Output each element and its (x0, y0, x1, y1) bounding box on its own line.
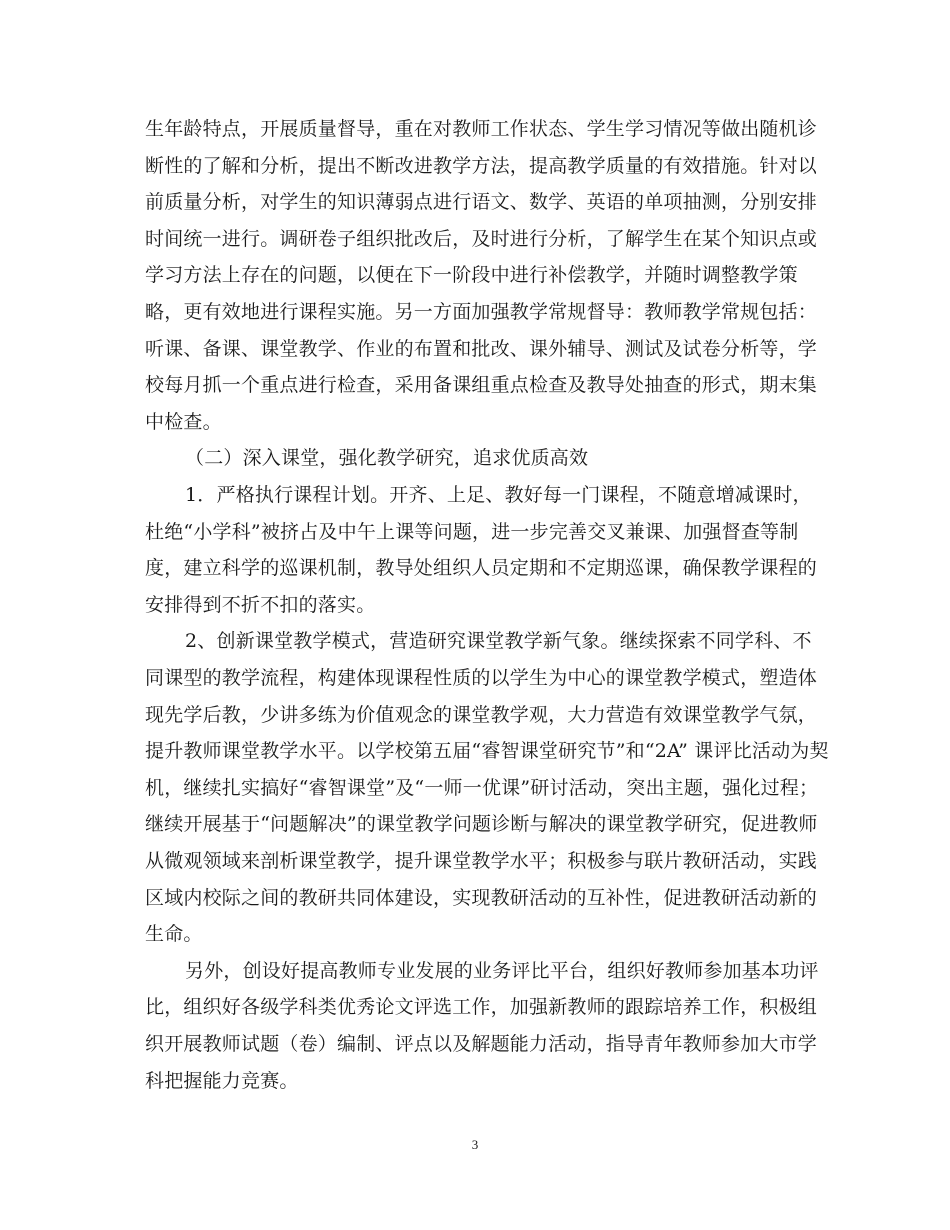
body-text-line: 区域内校际之间的教研共同体建设，实现教研活动的互补性，促进教研活动新的 (145, 887, 818, 909)
body-text-line: 同课型的教学流程，构建体现课程性质的以学生为中心的课堂教学模式，塑造体 (145, 667, 818, 689)
body-text-line: 1．严格执行课程计划。开齐、上足、教好每一门课程，不随意增减课时， (185, 484, 812, 506)
body-text-line: 现先学后教，少讲多练为价值观念的课堂教学观，大力营造有效课堂教学气氛， (145, 704, 818, 726)
body-text-line: 2、创新课堂教学模式，营造研究课堂教学新气象。继续探索不同学科、不 (185, 630, 812, 652)
body-text-line: 生命。 (145, 923, 203, 945)
body-text-line: 校每月抓一个重点进行检查，采用备课组重点检查及教导处抽查的形式，期末集 (145, 374, 818, 396)
body-text-line: 另外，创设好提高教师专业发展的业务评比平台，组织好教师参加基本功评 (185, 960, 819, 982)
body-text-line: 织开展教师试题（卷）编制、评点以及解题能力活动，指导青年教师参加大市学 (145, 1033, 818, 1055)
body-text-line: 前质量分析，对学生的知识薄弱点进行语文、数学、英语的单项抽测，分别安排 (145, 191, 818, 213)
body-text-line: 度，建立科学的巡课机制，教导处组织人员定期和不定期巡课，确保教学课程的 (145, 557, 818, 579)
body-text-line: 学习方法上存在的问题，以便在下一阶段中进行补偿教学，并随时调整教学策 (145, 264, 798, 286)
body-text-line: 杜绝“小学科”被挤占及中午上课等问题，进一步完善交叉兼课、加强督查等制 (145, 521, 799, 543)
body-text-line: 机，继续扎实搞好“睿智课堂”及“一师一优课”研讨活动，突出主题，强化过程； (145, 777, 819, 799)
body-text-line: 略，更有效地进行课程实施。另一方面加强教学常规督导：教师教学常规包括： (145, 301, 818, 323)
body-text-line: 听课、备课、课堂教学、作业的布置和批改、课外辅导、测试及试卷分析等，学 (145, 338, 818, 360)
body-text-line: 安排得到不折不扣的落实。 (145, 594, 376, 616)
body-text-line: 继续开展基于“问题解决”的课堂教学问题诊断与解决的课堂教学研究，促进教师 (145, 813, 818, 835)
body-text-line: 从微观领域来剖析课堂教学，提升课堂教学水平；积极参与联片教研活动，实践 (145, 850, 818, 872)
body-text-line: 生年龄特点，开展质量督导，重在对教师工作状态、学生学习情况等做出随机诊 (145, 118, 818, 140)
body-text-line: 科把握能力竞赛。 (145, 1070, 299, 1092)
page-number: 3 (471, 1137, 479, 1152)
body-text-line: 比，组织好各级学科类优秀论文评选工作，加强新教师的跟踪培养工作，积极组 (145, 996, 818, 1018)
body-text-line: 时间统一进行。调研卷子组织批改后，及时进行分析，了解学生在某个知识点或 (145, 228, 818, 250)
section-heading: （二）深入课堂，强化教学研究，追求优质高效 (185, 447, 589, 469)
body-text-line: 提升教师课堂教学水平。以学校第五届“睿智课堂研究节”和“2A” 课评比活动为契 (145, 740, 829, 762)
body-text-line: 中检查。 (145, 411, 222, 433)
body-text-line: 断性的了解和分析，提出不断改进教学方法，提高教学质量的有效措施。针对以 (145, 155, 818, 177)
